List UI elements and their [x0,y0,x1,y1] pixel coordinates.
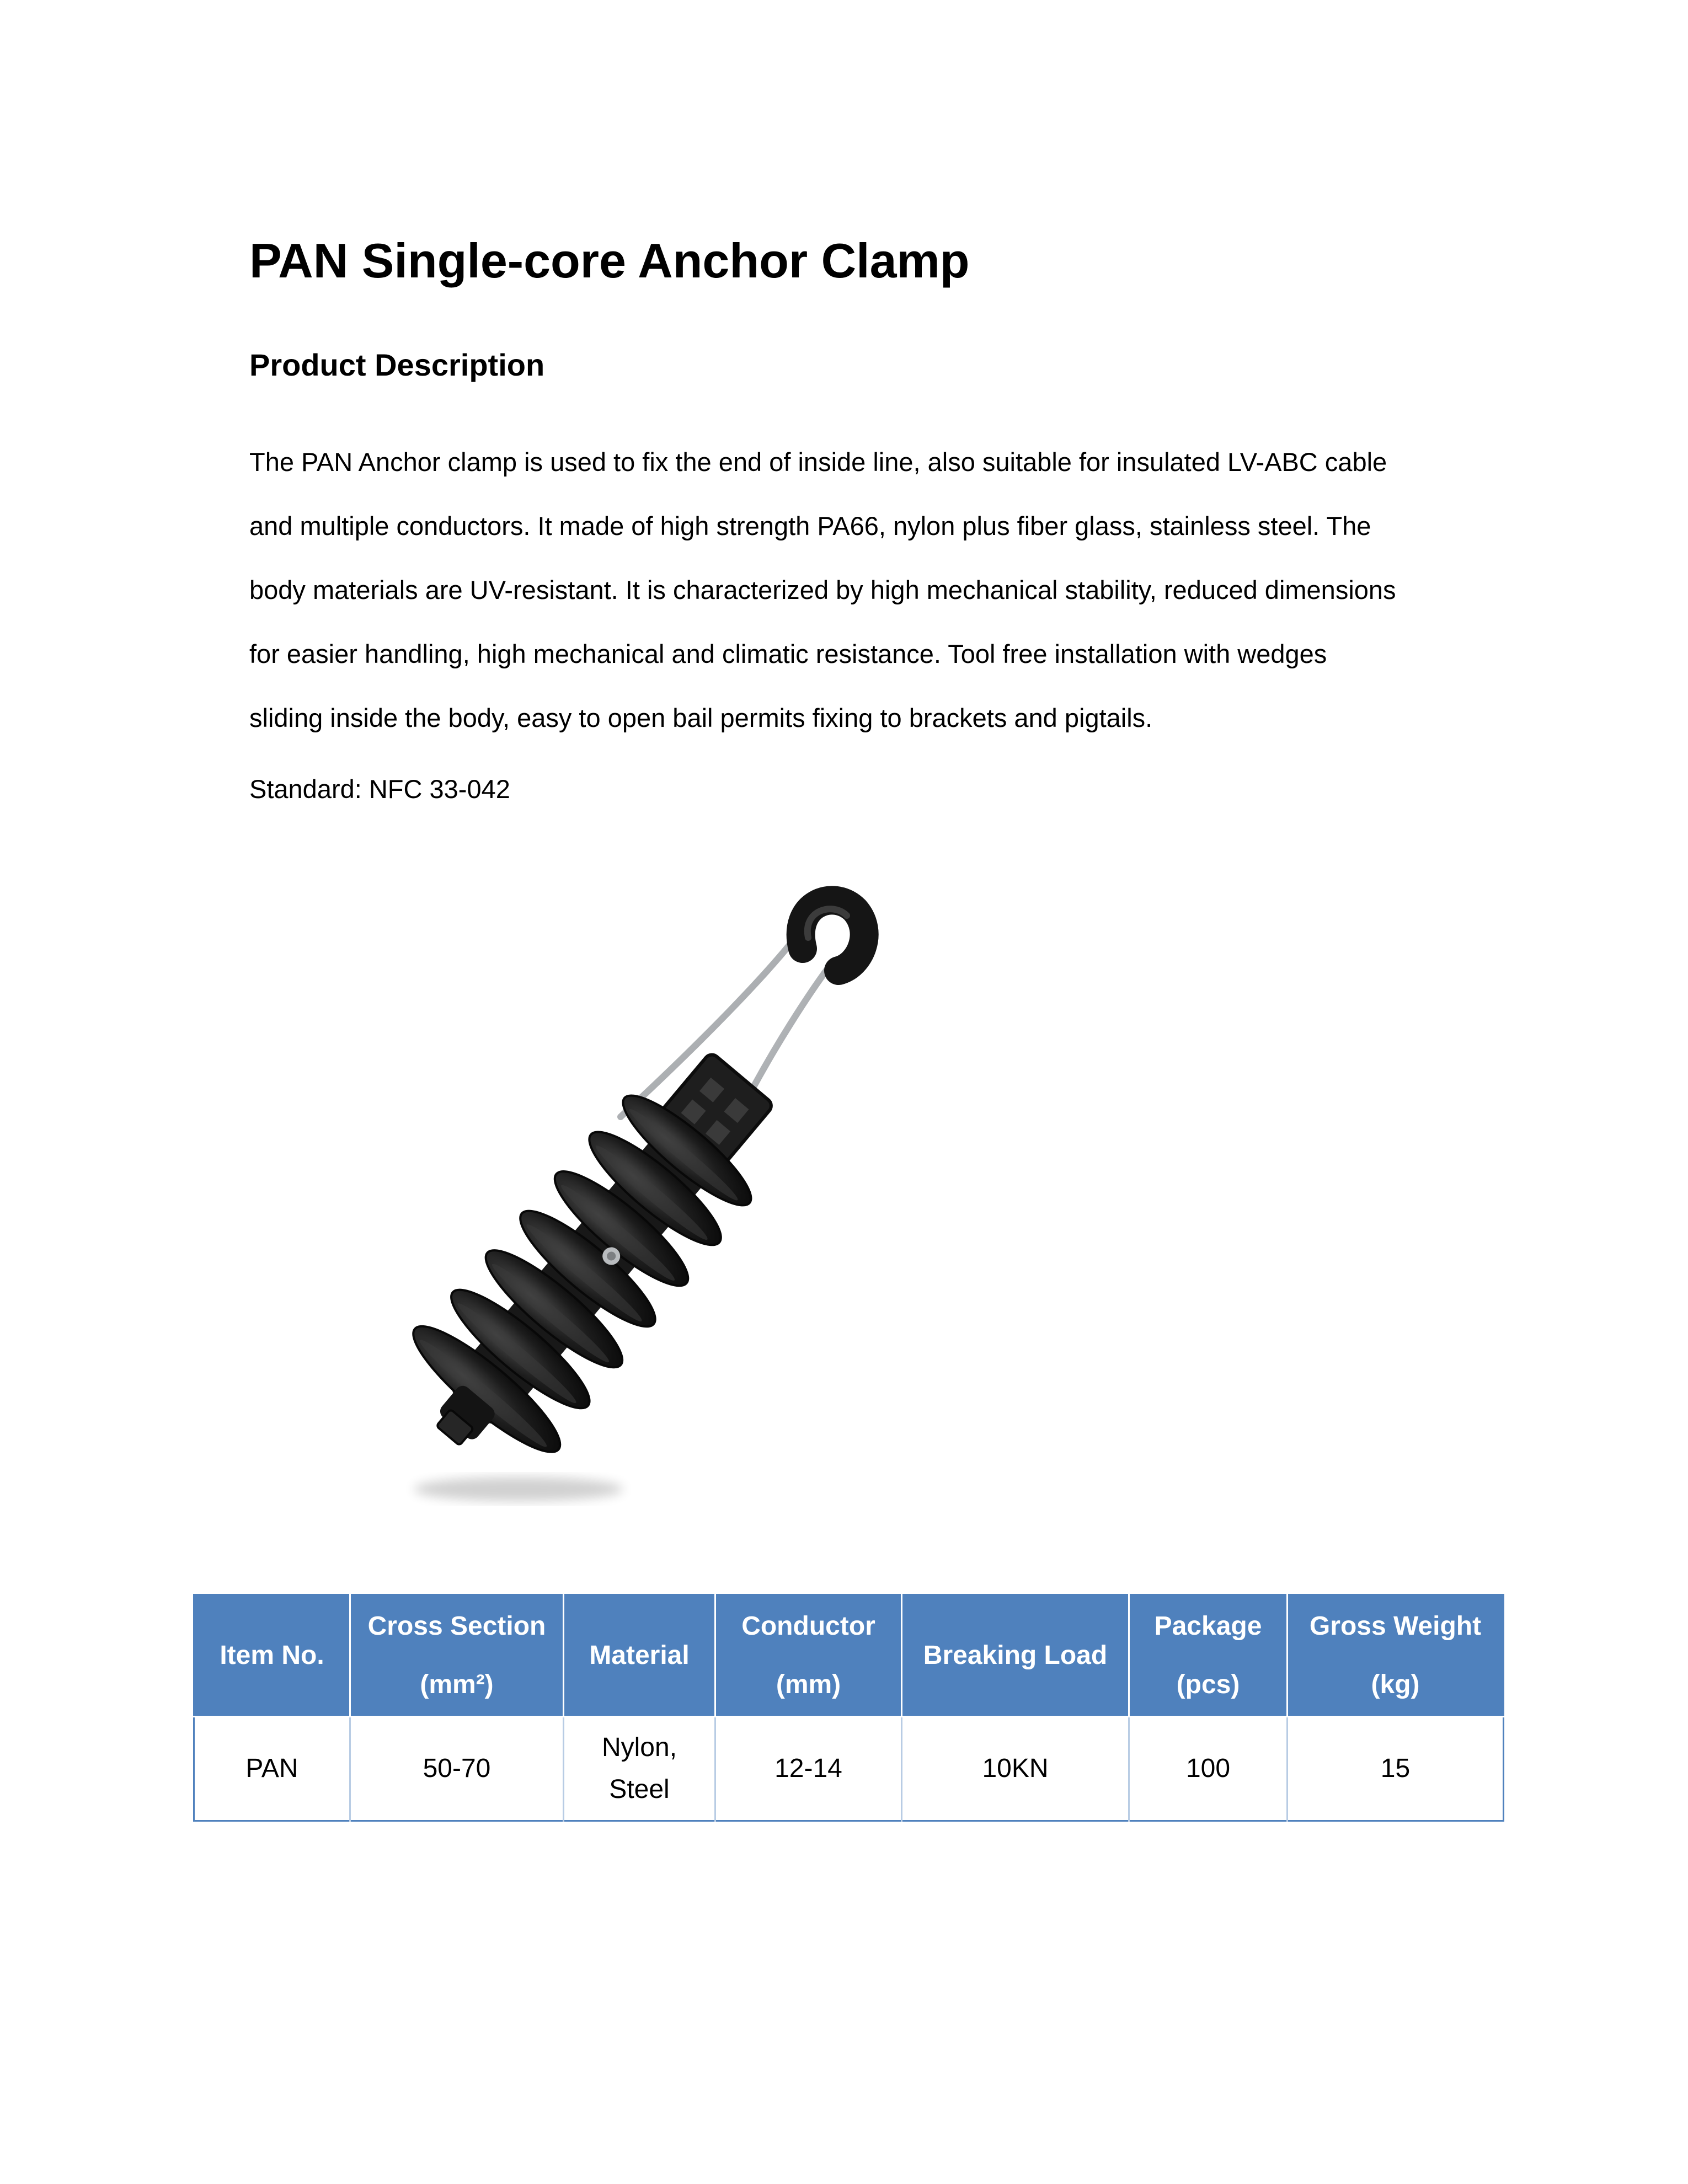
header-label: Package [1154,1612,1262,1641]
cell-cross-section: 50-70 [350,1717,564,1821]
cell-material [564,1717,715,1821]
header-label: Gross Weight [1309,1612,1482,1641]
header-unit: (pcs) [1176,1670,1240,1699]
clamp-body [376,1020,817,1496]
header-unit: (kg) [1371,1670,1420,1699]
description-line: for easier handling, high mechanical and climatic resistance. Tool free installation with wedges [249,639,1327,668]
standard-text: Standard: NFC 33-042 [249,774,510,804]
header-label: Item No. [220,1641,324,1670]
table-header-row [194,1595,1504,1717]
header-conductor [715,1595,902,1717]
header-item-no [194,1595,350,1717]
specification-table [193,1594,1504,1822]
description-line: The PAN Anchor clamp is used to fix the end of inside line, also suitable for insulated LV-ABC cable [249,447,1387,477]
cell-material-line: Steel [609,1775,670,1804]
cell-material-line: Nylon, [601,1733,677,1762]
cell-gross-weight: 15 [1288,1717,1504,1821]
description-line: body materials are UV-resistant. It is characterized by high mechanical stability, reduced dimensions [249,575,1396,604]
header-label: Conductor [741,1612,875,1641]
page-title: PAN Single-core Anchor Clamp [249,233,970,288]
table-row [194,1717,1504,1821]
header-cross-section [350,1595,564,1717]
anchor-clamp-product-image [287,882,971,1533]
section-heading-product-description: Product Description [249,347,545,382]
header-label: Cross Section [367,1612,546,1641]
header-material [564,1595,715,1717]
header-breaking-load [902,1595,1129,1717]
header-label: Material [589,1641,690,1670]
product-description [249,430,1463,750]
header-label: Breaking Load [923,1641,1108,1670]
cell-package: 100 [1129,1717,1288,1821]
header-unit: (mm²) [420,1670,494,1699]
bail-hook-cap [801,900,864,971]
cell-conductor: 12-14 [715,1717,902,1821]
header-unit: (mm) [776,1670,841,1699]
description-line: sliding inside the body, easy to open bail permits fixing to brackets and pigtails. [249,703,1153,732]
header-package [1129,1595,1288,1717]
cell-item-no: PAN [194,1717,350,1821]
description-line: and multiple conductors. It made of high strength PA66, nylon plus fiber glass, stainless steel. The [249,511,1371,540]
header-gross-weight [1288,1595,1504,1717]
cell-breaking-load: 10KN [902,1717,1129,1821]
